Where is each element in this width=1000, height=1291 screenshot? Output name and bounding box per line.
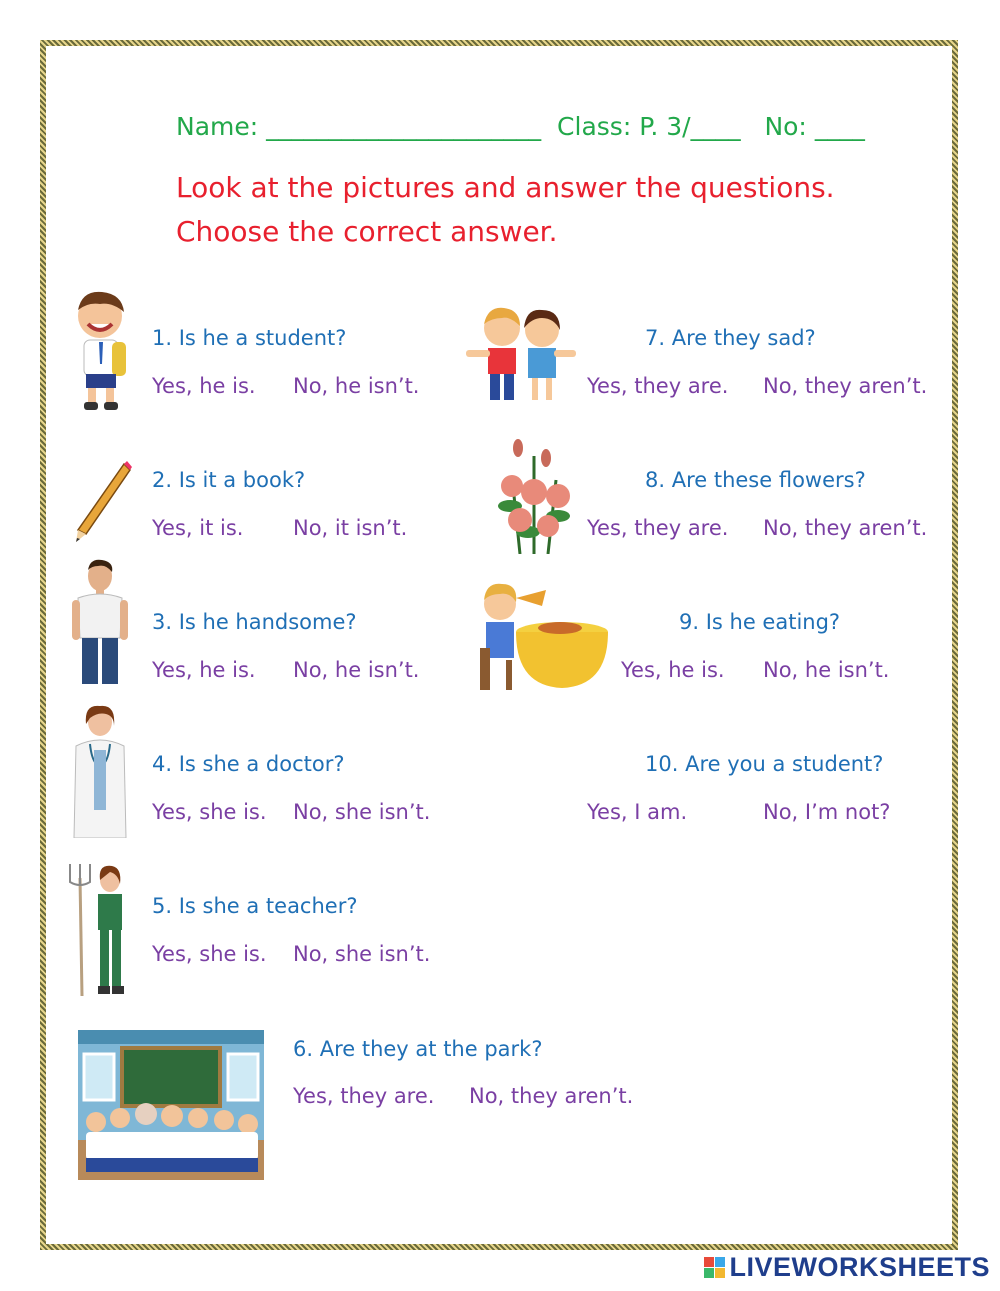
classroom-image [78, 1030, 264, 1180]
student-info-line [176, 112, 865, 141]
question-1: 1. Is he a student? [152, 326, 347, 350]
student-boy-image [68, 288, 132, 416]
answer-8-no[interactable]: No, they aren’t. [763, 516, 928, 540]
question-3: 3. Is he handsome? [152, 610, 357, 634]
answer-1-yes[interactable]: Yes, he is. [152, 374, 256, 398]
question-10: 10. Are you a student? [645, 752, 884, 776]
question-9: 9. Is he eating? [679, 610, 841, 634]
name-label: Name: [176, 112, 259, 141]
answer-9-yes[interactable]: Yes, he is. [621, 658, 725, 682]
boy-eating-image [476, 576, 612, 692]
question-2: 2. Is it a book? [152, 468, 306, 492]
answer-10-no[interactable]: No, I’m not? [763, 800, 891, 824]
answer-5-no[interactable]: No, she isn’t. [293, 942, 431, 966]
answer-4-no[interactable]: No, she isn’t. [293, 800, 431, 824]
logo-cubes-icon [704, 1257, 725, 1278]
question-8: 8. Are these flowers? [645, 468, 866, 492]
answer-7-no[interactable]: No, they aren’t. [763, 374, 928, 398]
answer-10-yes[interactable]: Yes, I am. [587, 800, 688, 824]
question-5: 5. Is she a teacher? [152, 894, 358, 918]
answer-3-yes[interactable]: Yes, he is. [152, 658, 256, 682]
answer-6-yes[interactable]: Yes, they are. [293, 1084, 435, 1108]
answer-7-yes[interactable]: Yes, they are. [587, 374, 729, 398]
question-4: 4. Is she a doctor? [152, 752, 345, 776]
class-blank[interactable]: ____ [690, 112, 741, 141]
answer-2-yes[interactable]: Yes, it is. [152, 516, 244, 540]
answer-9-no[interactable]: No, he isn’t. [763, 658, 890, 682]
question-7: 7. Are they sad? [645, 326, 816, 350]
no-blank[interactable]: ____ [814, 112, 865, 141]
answer-4-yes[interactable]: Yes, she is. [152, 800, 267, 824]
name-blank[interactable]: ______________________ [266, 112, 542, 141]
answer-8-yes[interactable]: Yes, they are. [587, 516, 729, 540]
doctor-image [68, 704, 132, 838]
instructions: Look at the pictures and answer the questions. Choose the correct answer. [176, 171, 835, 248]
roses-image [490, 436, 578, 554]
answer-3-no[interactable]: No, he isn’t. [293, 658, 420, 682]
answer-1-no[interactable]: No, he isn’t. [293, 374, 420, 398]
answer-5-yes[interactable]: Yes, she is. [152, 942, 267, 966]
class-label: Class: P. 3/ [557, 112, 691, 141]
answer-6-no[interactable]: No, they aren’t. [469, 1084, 634, 1108]
answer-2-no[interactable]: No, it isn’t. [293, 516, 408, 540]
pencil-image [72, 460, 132, 544]
farmer-image [64, 858, 142, 998]
liveworksheets-logo [704, 1252, 990, 1283]
no-label: No: [764, 112, 807, 141]
question-6: 6. Are they at the park? [293, 1037, 543, 1061]
man-image [68, 558, 132, 686]
happy-kids-image [466, 304, 576, 408]
watermark-text: LIVEWORKSHEETS [729, 1252, 990, 1282]
